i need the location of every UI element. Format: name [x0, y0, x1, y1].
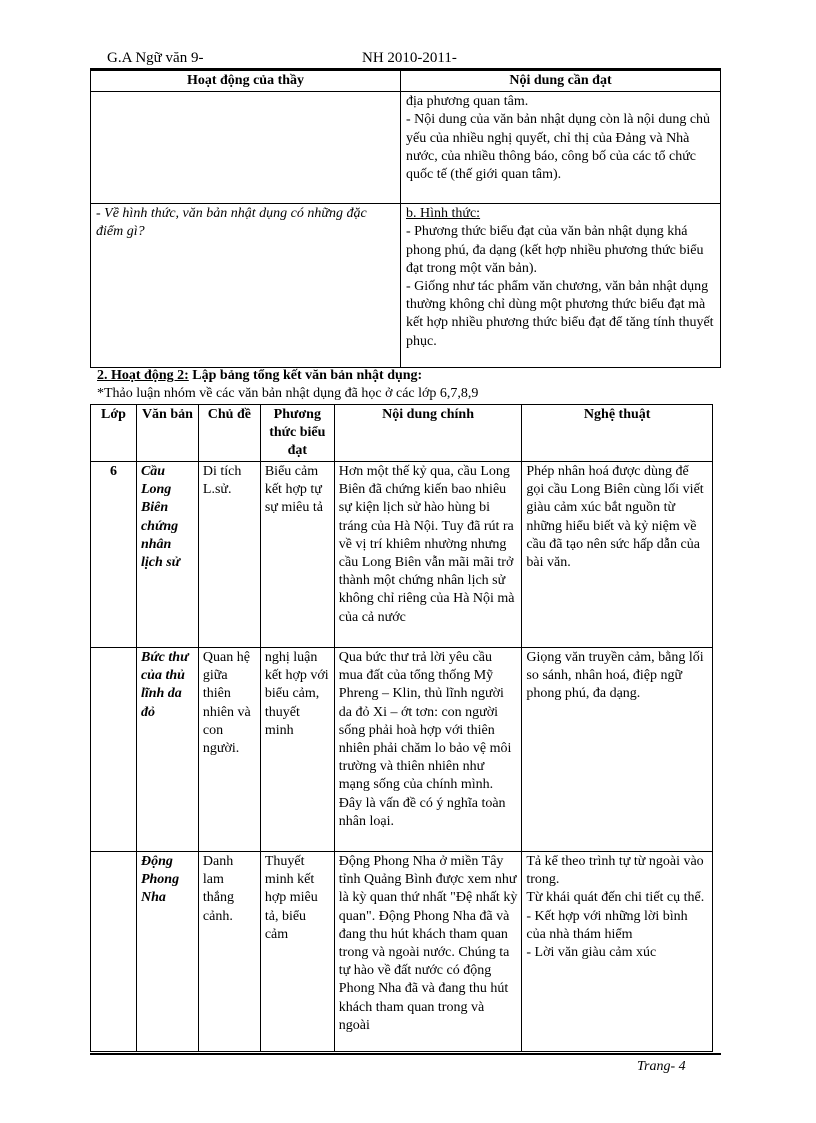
footer-divider — [90, 1053, 721, 1055]
art-cell: Giọng văn truyền cảm, bằng lối so sánh, nhân hoá, điệp ngữ phong phú, đa dạng. — [522, 648, 713, 852]
grade-cell — [91, 648, 137, 852]
teacher-activity-header: Hoạt động của thầy — [91, 71, 401, 92]
art-line: Tả kể theo trình tự từ ngoài vào trong. — [526, 854, 704, 888]
grade-header: Lớp — [91, 405, 137, 462]
main-content-header: Nội dung chính — [334, 405, 522, 462]
text-title-cell: Bức thư của thủ lĩnh da đỏ — [136, 648, 198, 852]
main-content-cell: Động Phong Nha ở miền Tây tỉnh Quảng Bình được xem như là kỳ quan thứ nhất "Đệ nhất kỳ quan". Động Phong Nha đã và đang thu hút khách tham quan trong và ngoài nước. Chúng ta tự hào về đất nước có động Phong Nha đã và đang thu hút khách tham quan trong và ngoài — [334, 852, 522, 1052]
summary-table — [90, 404, 713, 1052]
content-paragraph: - Giống như tác phẩm văn chương, văn bản nhật dụng thường không chỉ dùng một phương thức biểu đạt mà kết hợp nhiều phương thức biểu đạt để tăng tính thuyết phục. — [405, 279, 714, 349]
table-row — [91, 462, 713, 648]
mode-cell: nghị luận kết hợp với biểu cảm, thuyết minh — [260, 648, 334, 852]
mode-cell: Thuyết minh kết hợp miêu tả, biểu cảm — [260, 852, 334, 1052]
content-cell — [400, 92, 720, 204]
activity-table — [90, 70, 721, 368]
table-row — [91, 852, 713, 1052]
text-title-cell: Cầu Long Biên chứng nhân lịch sử — [136, 462, 198, 648]
header-school-year: NH 2010-2011- — [362, 50, 457, 66]
text-title-cell: Động Phong Nha — [136, 852, 198, 1052]
art-line: - Lời văn giàu cảm xúc — [526, 945, 657, 961]
grade-cell — [91, 852, 137, 1052]
topic-cell: Quan hệ giữa thiên nhiên và con người. — [198, 648, 260, 852]
mode-header: Phương thức biểu đạt — [260, 405, 334, 462]
page-number: Trang- 4 — [637, 1059, 686, 1074]
table-row — [91, 204, 721, 368]
art-line: - Kết hợp với những lời bình của nhà thám hiểm — [526, 908, 688, 942]
art-line: Từ khái quát đến chi tiết cụ thể. — [526, 890, 705, 906]
art-cell — [522, 852, 713, 1052]
teacher-question: - Về hình thức, văn bản nhật dụng có những đặc điểm gì? — [91, 204, 401, 368]
main-content-cell: Hơn một thế kỷ qua, cầu Long Biên đã chứng kiến bao nhiêu sự kiện lịch sử hào hùng bi tráng của Hà Nội. Tuy đã rút ra về vị trí khiêm nhường nhưng cầu Long Biên vẫn mãi mãi trở thành một chứng nhân lịch sử không chỉ riêng của Hà Nội mà của cả nước — [334, 462, 522, 648]
header-subject: G.A Ngữ văn 9- — [107, 50, 204, 66]
content-paragraph: - Phương thức biểu đạt của văn bản nhật dụng khá phong phú, đa dạng (kết hợp nhiều phương thức biểu đạt trong một văn bản). — [405, 224, 704, 276]
topic-cell: Di tích L.sử. — [198, 462, 260, 648]
section-label: 2. Hoạt động 2: — [97, 368, 189, 383]
discussion-note: *Thảo luận nhóm về các văn bản nhật dụng đã học ở các lớp 6,7,8,9 — [97, 386, 479, 401]
art-cell: Phép nhân hoá được dùng để gọi cầu Long Biên cùng lối viết giàu cảm xúc bắt nguồn từ những hiểu biết và kỷ niệm về cầu đã tạo nên sức hấp dẫn của bài văn. — [522, 462, 713, 648]
table-header-row — [91, 71, 721, 92]
topic-header: Chủ đề — [198, 405, 260, 462]
topic-cell: Danh lam thắng cảnh. — [198, 852, 260, 1052]
art-header: Nghệ thuật — [522, 405, 713, 462]
table-row — [91, 648, 713, 852]
section-title: Lập bảng tổng kết văn bản nhật dụng: — [192, 368, 423, 383]
table-header-row — [91, 405, 713, 462]
form-subheading: b. Hình thức: — [405, 206, 481, 222]
mode-cell: Biểu cảm kết hợp tự sự miêu tả — [260, 462, 334, 648]
grade-cell: 6 — [91, 462, 137, 648]
content-header: Nội dung cần đạt — [400, 71, 720, 92]
text-header: Văn bản — [136, 405, 198, 462]
table-row — [91, 92, 721, 204]
content-cell — [400, 204, 720, 368]
teacher-cell — [91, 92, 401, 204]
section-heading — [97, 368, 422, 384]
content-paragraph: địa phương quan tâm. — [405, 94, 529, 110]
content-paragraph: - Nội dung của văn bản nhật dụng còn là nội dung chủ yếu của nhiều nghị quyết, chỉ thị của Đảng và Nhà nước, của nhiều thông báo, công bố của các tổ chức quốc tế (thế giới quan tâm). — [405, 112, 711, 183]
main-content-cell: Qua bức thư trả lời yêu cầu mua đất của tổng thống Mỹ Phreng – Klin, thủ lĩnh người da đỏ Xi – ớt tơn: con người sống phải hoà hợp với thiên nhiên phải chăm lo bảo vệ môi trường và thiên nhiên như mạng sống của chính mình. Đây là vấn đề có ý nghĩa toàn nhân loại. — [334, 648, 522, 852]
